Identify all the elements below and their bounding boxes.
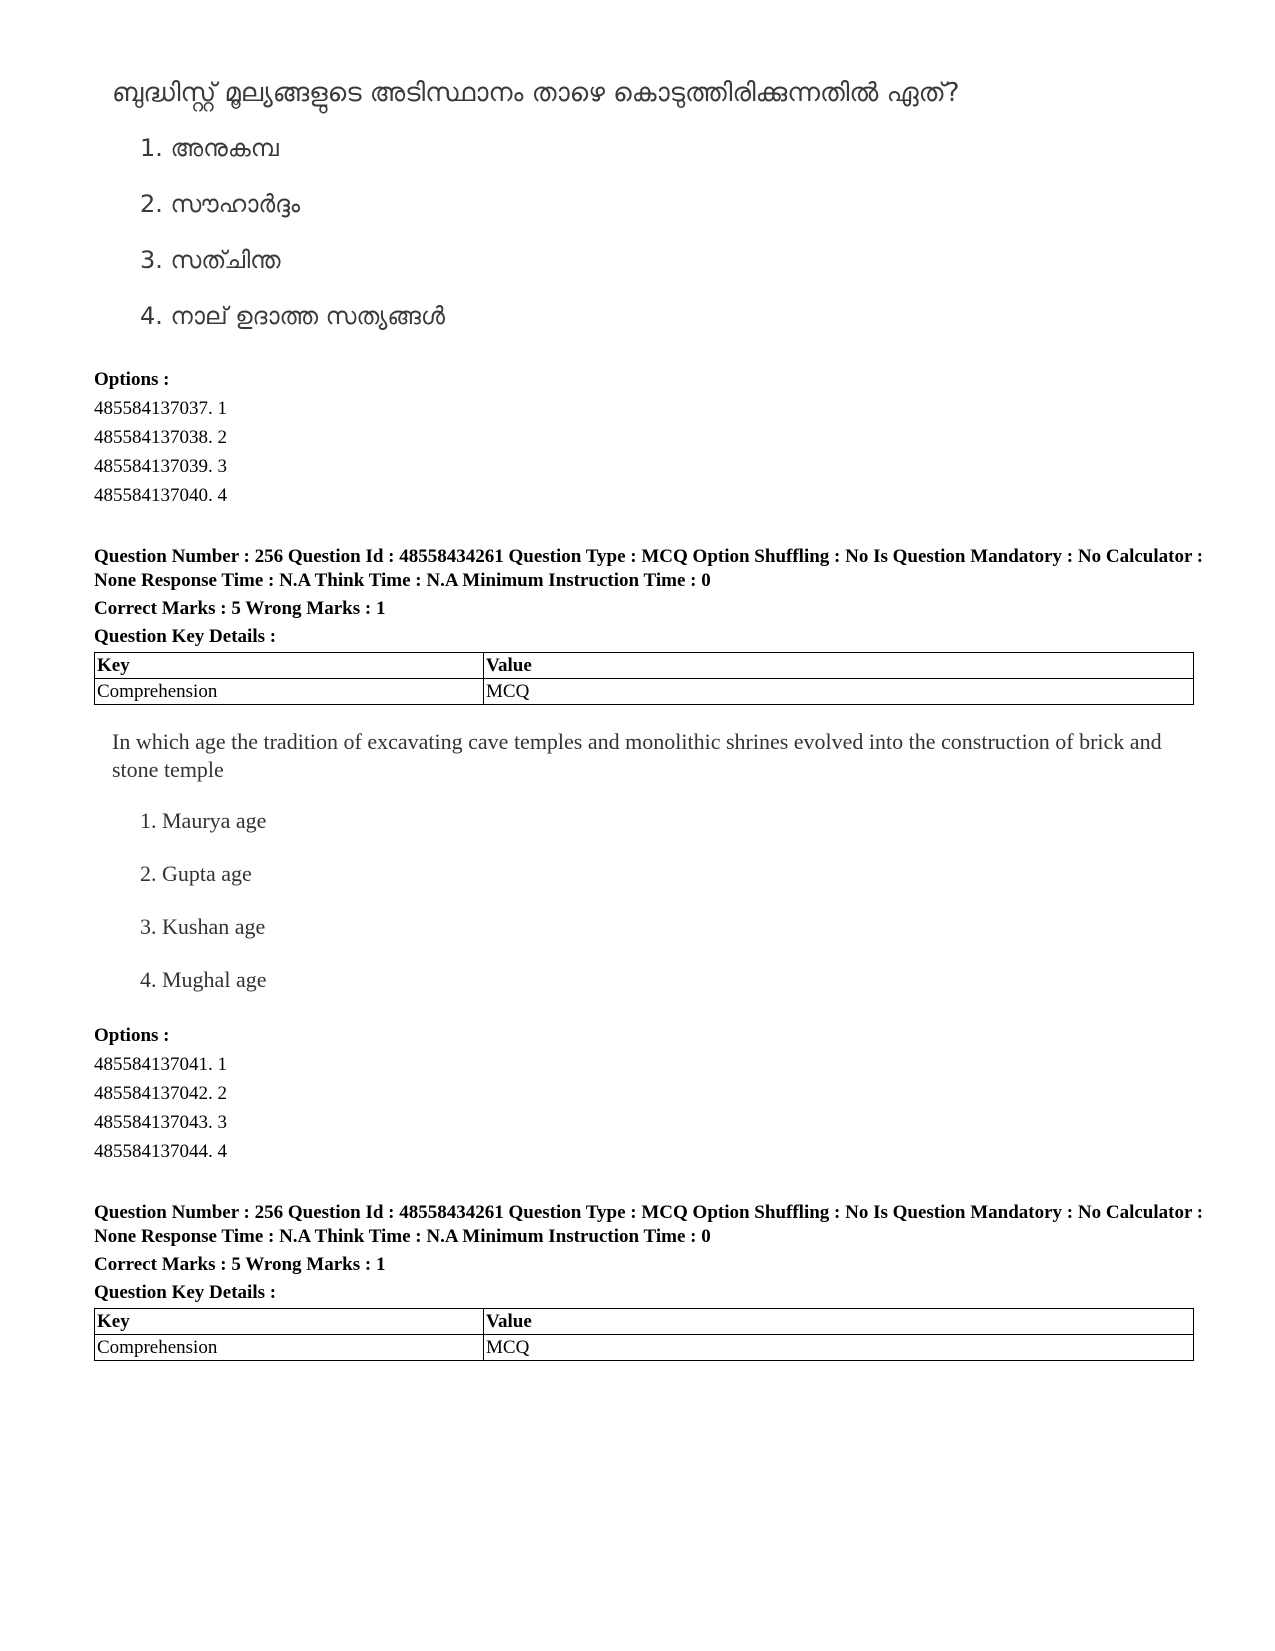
key-details-label: Question Key Details :	[94, 626, 277, 647]
question-3-key-table	[94, 1308, 1194, 1361]
question-2-meta	[94, 545, 1204, 649]
question-1-choice-2: 2. സൗഹാർദ്ദം	[140, 190, 301, 218]
table-header-row	[95, 1309, 1194, 1335]
key-header: Key	[95, 1309, 484, 1335]
question-2-text: In which age the tradition of excavating cave temples and monolithic shrines evolved into the construction of brick and stone temple	[112, 729, 1162, 782]
question-2-choice-3: 3. Kushan age	[140, 914, 266, 939]
question-2-options	[94, 1021, 227, 1166]
marks-line: Correct Marks : 5 Wrong Marks : 1	[94, 1254, 386, 1275]
option-id: 485584137039. 3	[94, 456, 227, 477]
value-header: Value	[484, 1309, 1194, 1335]
value-cell: MCQ	[484, 679, 1194, 705]
question-3-meta	[94, 1201, 1204, 1305]
question-2-choice-1: 1. Maurya age	[140, 808, 267, 833]
question-1-text: ബുദ്ധിസ്റ്റ് മൂല്യങ്ങളുടെ അടിസ്ഥാനം താഴെ കൊടുത്തിരിക്കുന്നതിൽ ഏത്?	[112, 78, 960, 108]
value-header: Value	[484, 653, 1194, 679]
question-1-image	[112, 78, 960, 330]
table-row	[95, 679, 1194, 705]
value-cell: MCQ	[484, 1335, 1194, 1361]
option-id: 485584137044. 4	[94, 1141, 227, 1162]
options-label: Options :	[94, 1025, 170, 1046]
options-label: Options :	[94, 369, 170, 390]
option-id: 485584137040. 4	[94, 485, 227, 506]
option-id: 485584137041. 1	[94, 1054, 227, 1075]
key-details-label: Question Key Details :	[94, 1282, 277, 1303]
question-2-choice-4: 4. Mughal age	[140, 967, 267, 992]
option-id: 485584137038. 2	[94, 427, 227, 448]
table-header-row	[95, 653, 1194, 679]
key-cell: Comprehension	[95, 679, 484, 705]
question-meta-line: Question Number : 256 Question Id : 48558434261 Question Type : MCQ Option Shuffling : No Is Question Mandatory : No Calculator : None Response Time : N.A Think Time : N.A Minimum Instruction Time : 0	[94, 546, 1204, 591]
key-cell: Comprehension	[95, 1335, 484, 1361]
key-header: Key	[95, 653, 484, 679]
option-id: 485584137042. 2	[94, 1083, 227, 1104]
option-id: 485584137043. 3	[94, 1112, 227, 1133]
question-1-choice-3: 3. സത്ചിന്ത	[140, 246, 281, 274]
option-id: 485584137037. 1	[94, 398, 227, 419]
question-2-image	[112, 728, 1162, 992]
question-1-options	[94, 365, 227, 510]
table-row	[95, 1335, 1194, 1361]
question-1-choice-1: 1. അനുകമ്പ	[140, 134, 279, 162]
marks-line: Correct Marks : 5 Wrong Marks : 1	[94, 598, 386, 619]
question-2-key-table	[94, 652, 1194, 705]
question-2-choice-2: 2. Gupta age	[140, 861, 252, 886]
question-1-choice-4: 4. നാല് ഉദാത്ത സത്യങ്ങൾ	[140, 302, 445, 330]
question-meta-line: Question Number : 256 Question Id : 48558434261 Question Type : MCQ Option Shuffling : No Is Question Mandatory : No Calculator : None Response Time : N.A Think Time : N.A Minimum Instruction Time : 0	[94, 1202, 1204, 1247]
